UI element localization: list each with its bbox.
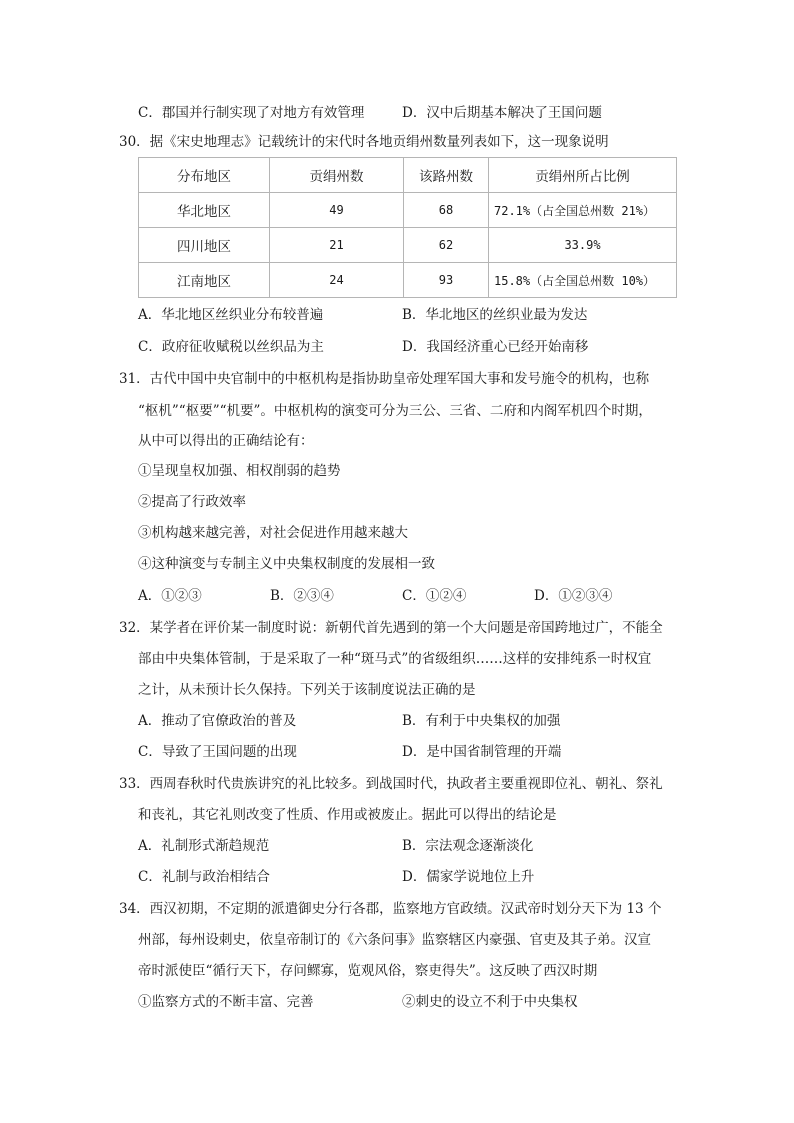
q34-statement-2: ②刺史的设立不利于中央集权: [402, 994, 578, 1010]
table-header-cell: 分布地区: [139, 158, 270, 193]
q30-option-b: B．华北地区的丝织业最为发达: [402, 307, 588, 323]
q34-stem-line: 34．西汉初期，不定期的派遣御史分行各郡，监察地方官政绩。汉武帝时划分天下为 13 个: [119, 901, 662, 917]
table-row: [139, 263, 677, 298]
table-cell: 93: [404, 263, 489, 298]
table-cell: 江南地区: [139, 263, 270, 298]
q31-statement: ①呈现皇权加强、相权削弱的趋势: [138, 463, 341, 479]
table-cell: 15.8%（占全国总州数 10%）: [489, 263, 677, 298]
table-header-cell: 贡绢州所占比例: [489, 158, 677, 193]
q32-stem-line: 之计，从未预计长久保持。下列关于该制度说法正确的是: [138, 682, 476, 698]
q30-option-a: A．华北地区丝织业分布较普遍: [138, 307, 324, 323]
q31-option-a: A．①②③: [138, 588, 202, 604]
table-row: [139, 193, 677, 228]
q32-option-b: B．有利于中央集权的加强: [402, 713, 561, 729]
q32-stem-line: 32．某学者在评价某一制度时说：新朝代首先遇到的第一个大问题是帝国跨地过广，不能全: [119, 620, 663, 636]
table-header-cell: 该路州数: [404, 158, 489, 193]
q32-option-a: A．推动了官僚政治的普及: [138, 713, 297, 729]
q29-option-c: C．郡国并行制实现了对地方有效管理: [138, 105, 365, 121]
q30-option-c: C．政府征收赋税以丝织品为主: [138, 339, 324, 355]
table-cell: 24: [270, 263, 404, 298]
q31-option-c: C．①②④: [402, 588, 467, 604]
q30-table: [138, 157, 677, 298]
table-cell: 49: [270, 193, 404, 228]
q32-option-c: C．导致了王国问题的出现: [138, 744, 297, 760]
q33-option-c: C．礼制与政治相结合: [138, 869, 270, 885]
table-cell: 62: [404, 228, 489, 263]
q32-option-d: D．是中国省制管理的开端: [402, 744, 562, 760]
table-row: [139, 228, 677, 263]
table-cell: 33.9%: [489, 228, 677, 263]
q33-option-d: D．儒家学说地位上升: [402, 869, 535, 885]
table-header-cell: 贡绢州数: [270, 158, 404, 193]
q33-stem-line: 和丧礼，其它礼则改变了性质、作用或被废止。据此可以得出的结论是: [138, 807, 557, 823]
table-cell: 21: [270, 228, 404, 263]
q33-option-a: A．礼制形式渐趋规范: [138, 838, 270, 854]
q34-stem-line: 帝时派使臣“循行天下，存问鳏寡，览观风俗，察吏得失”。这反映了西汉时期: [138, 963, 598, 979]
q32-stem-line: 部由中央集体管制，于是采取了一种“斑马式”的省级组织……这样的安排纯系一时权宜: [138, 651, 652, 667]
q31-option-d: D．①②③④: [534, 588, 613, 604]
table-cell: 四川地区: [139, 228, 270, 263]
table-cell: 华北地区: [139, 193, 270, 228]
q31-statement: ④这种演变与专制主义中央集权制度的发展相一致: [138, 556, 435, 572]
q33-stem-line: 33．西周春秋时代贵族讲究的礼比较多。到战国时代，执政者主要重视即位礼、朝礼、祭礼: [119, 776, 663, 792]
q31-stem-line: 从中可以得出的正确结论有：: [138, 433, 314, 449]
table-cell: 72.1%（占全国总州数 21%）: [489, 193, 677, 228]
q34-statement-1: ①监察方式的不断丰富、完善: [138, 994, 314, 1010]
q31-stem-line: “枢机”“枢要”“机要”。中枢机构的演变可分为三公、三省、二府和内阁军机四个时期，: [138, 403, 652, 419]
q34-stem-line: 州部，每州设刺史，依皇帝制订的《六条问事》监察辖区内豪强、官吏及其子弟。汉宣: [138, 932, 651, 948]
q31-statement: ③机构越来越完善，对社会促进作用越来越大: [138, 525, 408, 541]
table-cell: 68: [404, 193, 489, 228]
q30-stem: 30．据《宋史地理志》记载统计的宋代时各地贡绢州数量列表如下，这一现象说明: [119, 134, 609, 150]
q30-option-d: D．我国经济重心已经开始南移: [402, 339, 589, 355]
table-header-row: [139, 158, 677, 193]
q33-option-b: B．宗法观念逐渐淡化: [402, 838, 534, 854]
q29-option-d: D．汉中后期基本解决了王国问题: [402, 105, 602, 121]
q31-statement: ②提高了行政效率: [138, 494, 246, 510]
q31-stem-line: 31．古代中国中央官制中的中枢机构是指协助皇帝处理军国大事和发号施令的机构，也称: [119, 371, 650, 387]
q31-option-b: B．②③④: [270, 588, 334, 604]
